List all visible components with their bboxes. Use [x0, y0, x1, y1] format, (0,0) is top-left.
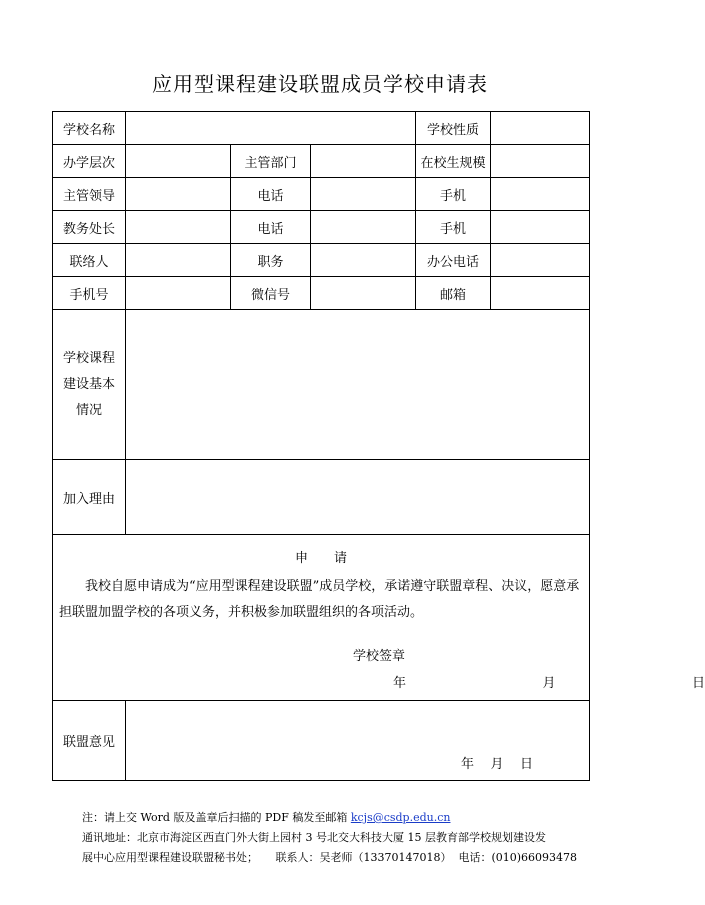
table-row	[53, 310, 590, 460]
table-row	[53, 112, 590, 145]
label-school-level: 办学层次	[53, 145, 126, 178]
field-leader[interactable]	[126, 178, 231, 211]
table-row	[53, 701, 590, 781]
label-school-name: 学校名称	[53, 112, 126, 145]
label-director-mobile: 手机	[416, 211, 491, 244]
table-row	[53, 277, 590, 310]
table-row	[53, 145, 590, 178]
field-contact[interactable]	[126, 244, 231, 277]
label-line: 情况	[75, 402, 102, 418]
table-row	[53, 211, 590, 244]
note-text: 注：请上交 Word 版及盖章后扫描的 PDF 稿发至邮箱	[82, 811, 351, 824]
application-statement	[53, 535, 705, 701]
label-school-type: 学校性质	[416, 112, 491, 145]
heading-char: 申	[294, 551, 308, 566]
application-form-table	[52, 111, 705, 781]
label-mobile-no: 手机号	[53, 277, 126, 310]
note-line	[82, 808, 577, 828]
form-title: 应用型课程建设联盟成员学校申请表	[152, 72, 488, 96]
footer-notes	[82, 808, 577, 868]
label-enrollment: 在校生规模	[416, 145, 491, 178]
table-row	[53, 178, 590, 211]
field-authority[interactable]	[311, 145, 416, 178]
contact-line: 展中心应用型课程建设联盟秘书处； 联系人：吴老师（13370147018） 电话：(010)66093478	[82, 851, 578, 864]
label-line: 学校课程	[62, 350, 115, 366]
address-line: 通讯地址：北京市海淀区西直门外大街上园村 3 号北交大科技大厦 15 层教育部学校规划建设发	[82, 831, 546, 844]
application-body: 我校自愿申请成为“应用型课程建设联盟”成员学校，承诺遵守联盟章程、决议，愿意承担联盟加盟学校的各项义务，并积极参加联盟组织的各项活动。	[59, 579, 580, 620]
label-line: 建设基本	[62, 376, 115, 392]
field-leader-phone[interactable]	[311, 178, 416, 211]
label-authority: 主管部门	[231, 145, 311, 178]
field-director-mobile[interactable]	[491, 211, 590, 244]
field-mobile-no[interactable]	[126, 277, 231, 310]
opinion-date: 年 月 日	[461, 757, 534, 772]
label-leader: 主管领导	[53, 178, 126, 211]
label-office-phone: 办公电话	[416, 244, 491, 277]
field-opinion[interactable]	[126, 701, 590, 781]
application-date: 年 月 日	[393, 676, 705, 691]
field-school-type[interactable]	[491, 112, 590, 145]
table-row	[53, 244, 590, 277]
table-row	[53, 460, 590, 535]
label-academic-director: 教务处长	[53, 211, 126, 244]
field-wechat[interactable]	[311, 277, 416, 310]
email-link[interactable]: kcjs@csdp.edu.cn	[350, 811, 451, 824]
label-course-basics	[53, 310, 126, 460]
label-director-phone: 电话	[231, 211, 311, 244]
field-school-level[interactable]	[126, 145, 231, 178]
label-position: 职务	[231, 244, 311, 277]
label-opinion: 联盟意见	[53, 701, 126, 781]
field-course-basics[interactable]	[126, 310, 590, 460]
field-enrollment[interactable]	[491, 145, 590, 178]
field-email[interactable]	[491, 277, 590, 310]
field-reason[interactable]	[126, 460, 590, 535]
field-leader-mobile[interactable]	[491, 178, 590, 211]
school-seal-label: 学校签章	[353, 649, 406, 664]
label-leader-mobile: 手机	[416, 178, 491, 211]
label-contact: 联络人	[53, 244, 126, 277]
field-director-phone[interactable]	[311, 211, 416, 244]
field-office-phone[interactable]	[491, 244, 590, 277]
field-position[interactable]	[311, 244, 416, 277]
label-leader-phone: 电话	[231, 178, 311, 211]
table-row	[53, 535, 590, 701]
label-reason: 加入理由	[53, 460, 126, 535]
label-email: 邮箱	[416, 277, 491, 310]
field-school-name[interactable]	[126, 112, 416, 145]
field-academic-director[interactable]	[126, 211, 231, 244]
label-wechat: 微信号	[231, 277, 311, 310]
application-heading	[53, 547, 589, 566]
heading-char: 请	[334, 551, 348, 566]
